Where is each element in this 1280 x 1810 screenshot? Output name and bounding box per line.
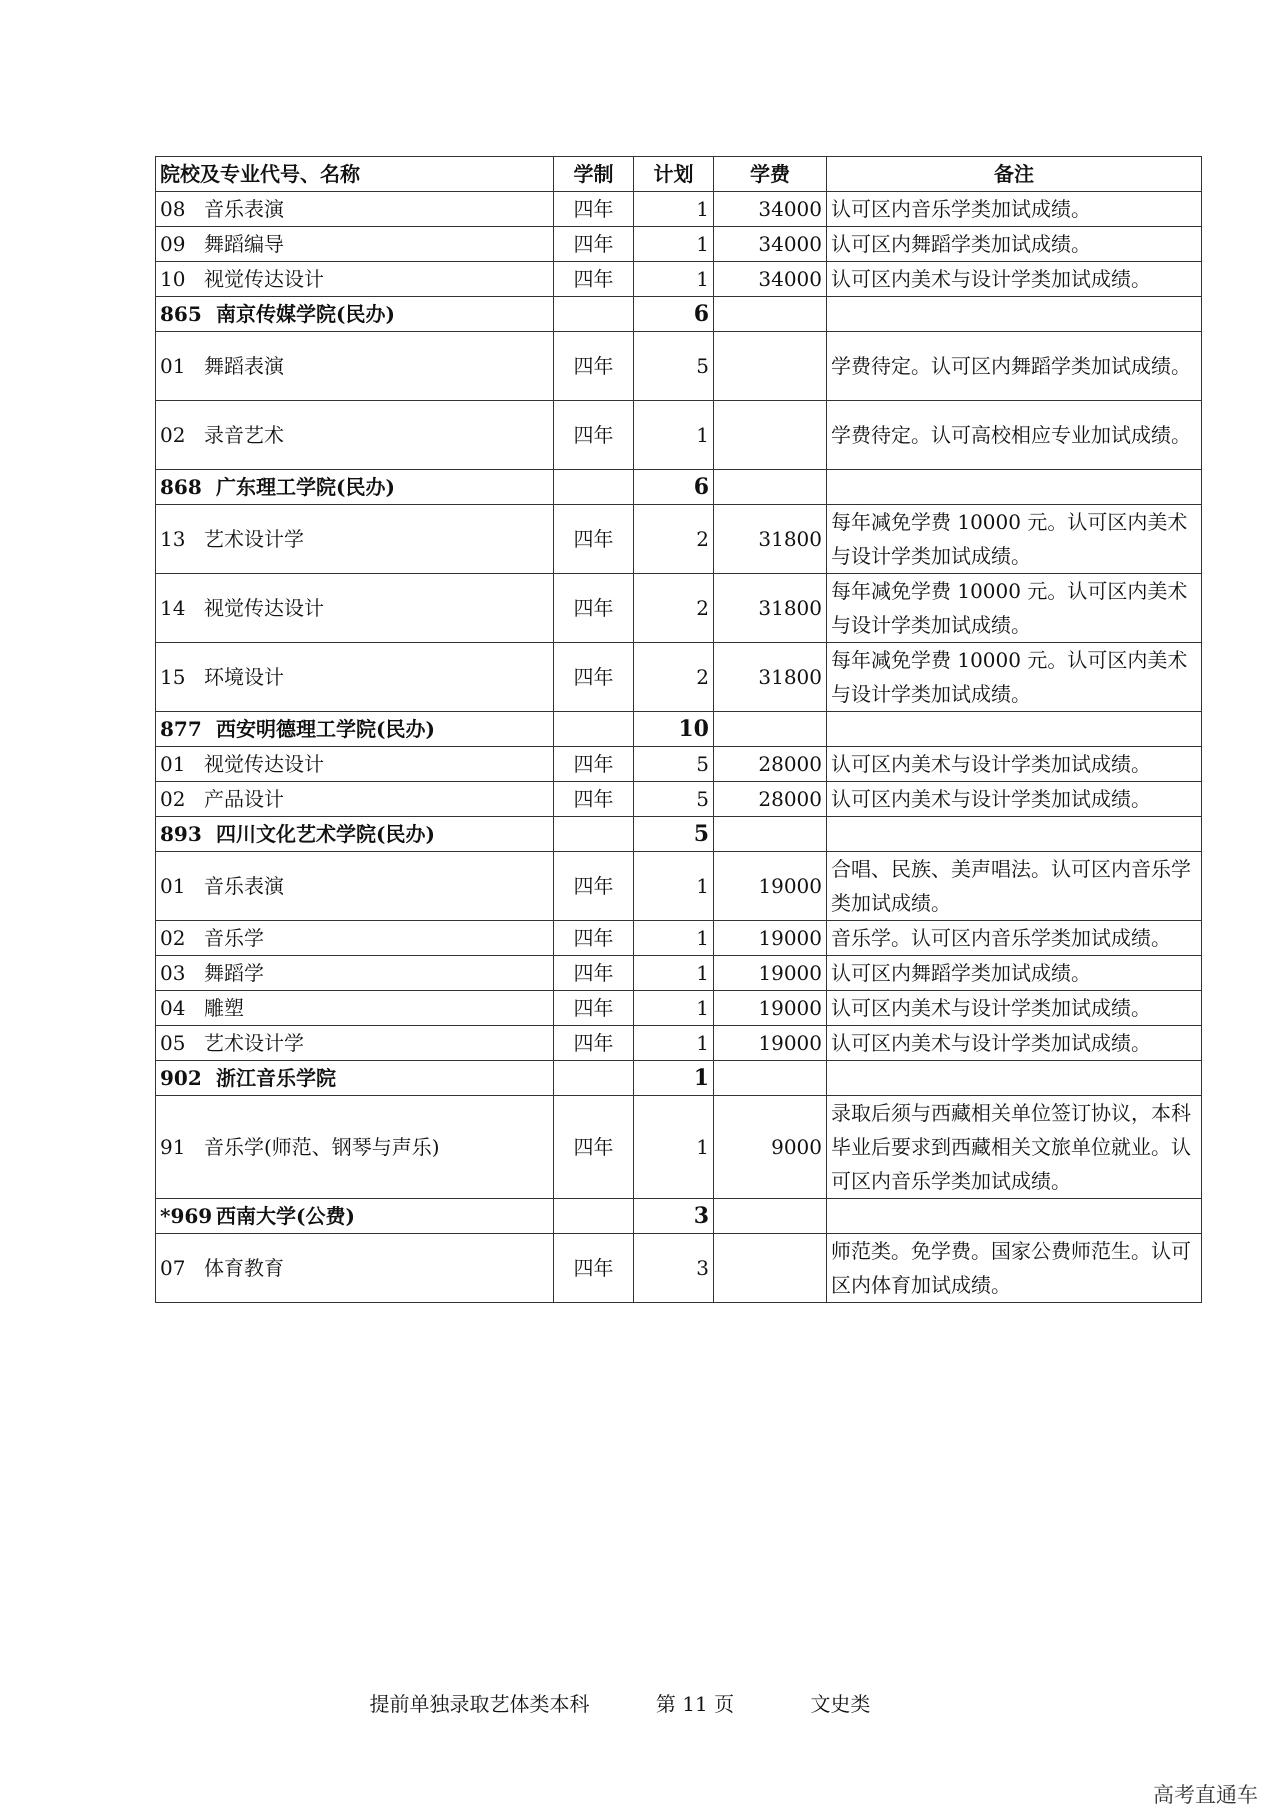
major-cell xyxy=(156,747,554,782)
institution-cell xyxy=(156,712,554,747)
major-name: 艺术设计学 xyxy=(204,1031,304,1055)
institution-fee xyxy=(714,817,827,852)
major-fee: 19000 xyxy=(714,852,827,921)
major-plan: 1 xyxy=(634,227,714,262)
table-body xyxy=(156,192,1202,1303)
institution-name: 西南大学(公费) xyxy=(216,1204,355,1228)
institution-fee xyxy=(714,297,827,332)
institution-cell xyxy=(156,1061,554,1096)
major-name: 艺术设计学 xyxy=(204,527,304,551)
institution-fee xyxy=(714,470,827,505)
institution-years xyxy=(554,1199,634,1234)
major-code: 14 xyxy=(160,596,186,620)
major-note: 认可区内舞蹈学类加试成绩。 xyxy=(827,956,1202,991)
major-plan: 1 xyxy=(634,921,714,956)
institution-note xyxy=(827,297,1202,332)
major-row xyxy=(156,505,1202,574)
major-fee: 28000 xyxy=(714,782,827,817)
institution-plan: 5 xyxy=(634,817,714,852)
major-note: 认可区内舞蹈学类加试成绩。 xyxy=(827,227,1202,262)
major-fee xyxy=(714,401,827,470)
institution-cell xyxy=(156,297,554,332)
institution-plan: 6 xyxy=(634,297,714,332)
major-row xyxy=(156,332,1202,401)
major-code: 04 xyxy=(160,996,186,1020)
major-years: 四年 xyxy=(554,505,634,574)
major-years: 四年 xyxy=(554,1234,634,1303)
institution-cell xyxy=(156,817,554,852)
major-name: 环境设计 xyxy=(204,665,284,689)
major-code: 08 xyxy=(160,197,186,221)
institution-fee xyxy=(714,1061,827,1096)
major-fee: 34000 xyxy=(714,262,827,297)
major-cell xyxy=(156,852,554,921)
major-cell xyxy=(156,1234,554,1303)
institution-code: 877 xyxy=(160,717,202,741)
major-row xyxy=(156,643,1202,712)
institution-plan: 6 xyxy=(634,470,714,505)
institution-fee xyxy=(714,712,827,747)
major-years: 四年 xyxy=(554,643,634,712)
major-fee xyxy=(714,1234,827,1303)
major-name: 产品设计 xyxy=(204,787,284,811)
major-code: 01 xyxy=(160,354,186,378)
major-name: 音乐学(师范、钢琴与声乐) xyxy=(204,1135,440,1159)
major-years: 四年 xyxy=(554,262,634,297)
major-fee: 19000 xyxy=(714,991,827,1026)
institution-years xyxy=(554,470,634,505)
major-cell xyxy=(156,782,554,817)
major-years: 四年 xyxy=(554,401,634,470)
major-years: 四年 xyxy=(554,747,634,782)
major-name: 体育教育 xyxy=(204,1256,284,1280)
major-code: 01 xyxy=(160,752,186,776)
footer-page-number: 第 11 页 xyxy=(655,1692,735,1716)
major-note: 录取后须与西藏相关单位签订协议，本科毕业后要求到西藏相关文旅单位就业。认可区内音乐学类加试成绩。 xyxy=(827,1096,1202,1199)
major-name: 音乐学 xyxy=(204,926,264,950)
major-code: 10 xyxy=(160,267,186,291)
institution-note xyxy=(827,1061,1202,1096)
major-name: 雕塑 xyxy=(204,996,244,1020)
major-name: 舞蹈编导 xyxy=(204,232,284,256)
admission-table xyxy=(155,156,1202,1303)
institution-code: 868 xyxy=(160,475,202,499)
major-name: 音乐表演 xyxy=(204,197,284,221)
institution-years xyxy=(554,297,634,332)
institution-name: 西安明德理工学院(民办) xyxy=(216,717,435,741)
major-code: 15 xyxy=(160,665,186,689)
institution-row xyxy=(156,712,1202,747)
institution-cell xyxy=(156,470,554,505)
major-years: 四年 xyxy=(554,227,634,262)
footer-stream: 文史类 xyxy=(810,1692,871,1716)
header-name: 院校及专业代号、名称 xyxy=(156,157,554,192)
institution-row xyxy=(156,817,1202,852)
institution-note xyxy=(827,712,1202,747)
major-years: 四年 xyxy=(554,574,634,643)
page-footer xyxy=(0,1688,1280,1717)
major-row xyxy=(156,1234,1202,1303)
major-fee xyxy=(714,332,827,401)
major-note: 认可区内美术与设计学类加试成绩。 xyxy=(827,991,1202,1026)
table-header-row xyxy=(156,157,1202,192)
major-code: 02 xyxy=(160,787,186,811)
major-note: 认可区内美术与设计学类加试成绩。 xyxy=(827,1026,1202,1061)
major-cell xyxy=(156,1096,554,1199)
major-plan: 3 xyxy=(634,1234,714,1303)
institution-row xyxy=(156,470,1202,505)
major-years: 四年 xyxy=(554,782,634,817)
major-fee: 19000 xyxy=(714,921,827,956)
major-cell xyxy=(156,332,554,401)
major-note: 学费待定。认可区内舞蹈学类加试成绩。 xyxy=(827,332,1202,401)
major-note: 每年减免学费 10000 元。认可区内美术与设计学类加试成绩。 xyxy=(827,643,1202,712)
institution-name: 浙江音乐学院 xyxy=(216,1066,336,1090)
major-cell xyxy=(156,921,554,956)
major-row xyxy=(156,747,1202,782)
major-row xyxy=(156,921,1202,956)
major-fee: 31800 xyxy=(714,643,827,712)
major-row xyxy=(156,956,1202,991)
major-cell xyxy=(156,227,554,262)
major-row xyxy=(156,1096,1202,1199)
major-name: 录音艺术 xyxy=(204,423,284,447)
major-plan: 1 xyxy=(634,1026,714,1061)
major-name: 舞蹈表演 xyxy=(204,354,284,378)
major-plan: 5 xyxy=(634,782,714,817)
header-plan: 计划 xyxy=(634,157,714,192)
major-code: 02 xyxy=(160,423,186,447)
major-plan: 5 xyxy=(634,332,714,401)
major-code: 07 xyxy=(160,1256,186,1280)
major-note: 每年减免学费 10000 元。认可区内美术与设计学类加试成绩。 xyxy=(827,505,1202,574)
major-name: 舞蹈学 xyxy=(204,961,264,985)
major-note: 认可区内音乐学类加试成绩。 xyxy=(827,192,1202,227)
major-years: 四年 xyxy=(554,1096,634,1199)
major-name: 视觉传达设计 xyxy=(204,267,324,291)
major-cell xyxy=(156,643,554,712)
major-row xyxy=(156,574,1202,643)
major-cell xyxy=(156,956,554,991)
institution-years xyxy=(554,1061,634,1096)
institution-plan: 3 xyxy=(634,1199,714,1234)
major-fee: 28000 xyxy=(714,747,827,782)
major-plan: 1 xyxy=(634,262,714,297)
institution-code: 893 xyxy=(160,822,202,846)
major-cell xyxy=(156,1026,554,1061)
major-fee: 34000 xyxy=(714,227,827,262)
major-name: 视觉传达设计 xyxy=(204,752,324,776)
institution-row xyxy=(156,297,1202,332)
major-cell xyxy=(156,505,554,574)
institution-name: 南京传媒学院(民办) xyxy=(216,302,395,326)
major-note: 合唱、民族、美声唱法。认可区内音乐学类加试成绩。 xyxy=(827,852,1202,921)
major-name: 音乐表演 xyxy=(204,874,284,898)
major-years: 四年 xyxy=(554,956,634,991)
institution-cell xyxy=(156,1199,554,1234)
major-cell xyxy=(156,192,554,227)
major-fee: 19000 xyxy=(714,956,827,991)
major-plan: 1 xyxy=(634,401,714,470)
major-fee: 19000 xyxy=(714,1026,827,1061)
institution-row xyxy=(156,1199,1202,1234)
header-note: 备注 xyxy=(827,157,1202,192)
major-row xyxy=(156,991,1202,1026)
major-years: 四年 xyxy=(554,852,634,921)
institution-years xyxy=(554,712,634,747)
footer-category: 提前单独录取艺体类本科 xyxy=(369,1692,590,1716)
header-fee: 学费 xyxy=(714,157,827,192)
major-plan: 1 xyxy=(634,1096,714,1199)
major-note: 认可区内美术与设计学类加试成绩。 xyxy=(827,262,1202,297)
institution-years xyxy=(554,817,634,852)
major-row xyxy=(156,262,1202,297)
major-years: 四年 xyxy=(554,192,634,227)
institution-plan: 1 xyxy=(634,1061,714,1096)
major-note: 认可区内美术与设计学类加试成绩。 xyxy=(827,747,1202,782)
major-years: 四年 xyxy=(554,991,634,1026)
major-row xyxy=(156,852,1202,921)
institution-plan: 10 xyxy=(634,712,714,747)
major-fee: 31800 xyxy=(714,574,827,643)
header-years: 学制 xyxy=(554,157,634,192)
institution-note xyxy=(827,1199,1202,1234)
institution-code: 865 xyxy=(160,302,202,326)
institution-name: 四川文化艺术学院(民办) xyxy=(216,822,435,846)
major-cell xyxy=(156,262,554,297)
institution-note xyxy=(827,817,1202,852)
major-code: 03 xyxy=(160,961,186,985)
major-note: 音乐学。认可区内音乐学类加试成绩。 xyxy=(827,921,1202,956)
major-code: 05 xyxy=(160,1031,186,1055)
major-plan: 1 xyxy=(634,852,714,921)
major-cell xyxy=(156,574,554,643)
major-fee: 9000 xyxy=(714,1096,827,1199)
major-plan: 2 xyxy=(634,574,714,643)
major-code: 13 xyxy=(160,527,186,551)
major-years: 四年 xyxy=(554,332,634,401)
institution-code: 902 xyxy=(160,1066,202,1090)
major-plan: 2 xyxy=(634,643,714,712)
institution-name: 广东理工学院(民办) xyxy=(216,475,395,499)
major-code: 09 xyxy=(160,232,186,256)
watermark: 高考直通车 xyxy=(1153,1783,1258,1807)
major-cell xyxy=(156,991,554,1026)
major-row xyxy=(156,227,1202,262)
major-plan: 1 xyxy=(634,192,714,227)
major-row xyxy=(156,192,1202,227)
major-plan: 2 xyxy=(634,505,714,574)
major-note: 师范类。免学费。国家公费师范生。认可区内体育加试成绩。 xyxy=(827,1234,1202,1303)
major-note: 学费待定。认可高校相应专业加试成绩。 xyxy=(827,401,1202,470)
institution-code: *969 xyxy=(160,1204,213,1228)
major-fee: 34000 xyxy=(714,192,827,227)
major-note: 每年减免学费 10000 元。认可区内美术与设计学类加试成绩。 xyxy=(827,574,1202,643)
major-code: 02 xyxy=(160,926,186,950)
major-plan: 1 xyxy=(634,956,714,991)
major-plan: 5 xyxy=(634,747,714,782)
institution-note xyxy=(827,470,1202,505)
institution-fee xyxy=(714,1199,827,1234)
institution-row xyxy=(156,1061,1202,1096)
major-row xyxy=(156,782,1202,817)
major-cell xyxy=(156,401,554,470)
major-code: 91 xyxy=(160,1135,186,1159)
major-note: 认可区内美术与设计学类加试成绩。 xyxy=(827,782,1202,817)
major-fee: 31800 xyxy=(714,505,827,574)
major-row xyxy=(156,1026,1202,1061)
major-code: 01 xyxy=(160,874,186,898)
major-years: 四年 xyxy=(554,1026,634,1061)
major-name: 视觉传达设计 xyxy=(204,596,324,620)
major-years: 四年 xyxy=(554,921,634,956)
major-row xyxy=(156,401,1202,470)
major-plan: 1 xyxy=(634,991,714,1026)
